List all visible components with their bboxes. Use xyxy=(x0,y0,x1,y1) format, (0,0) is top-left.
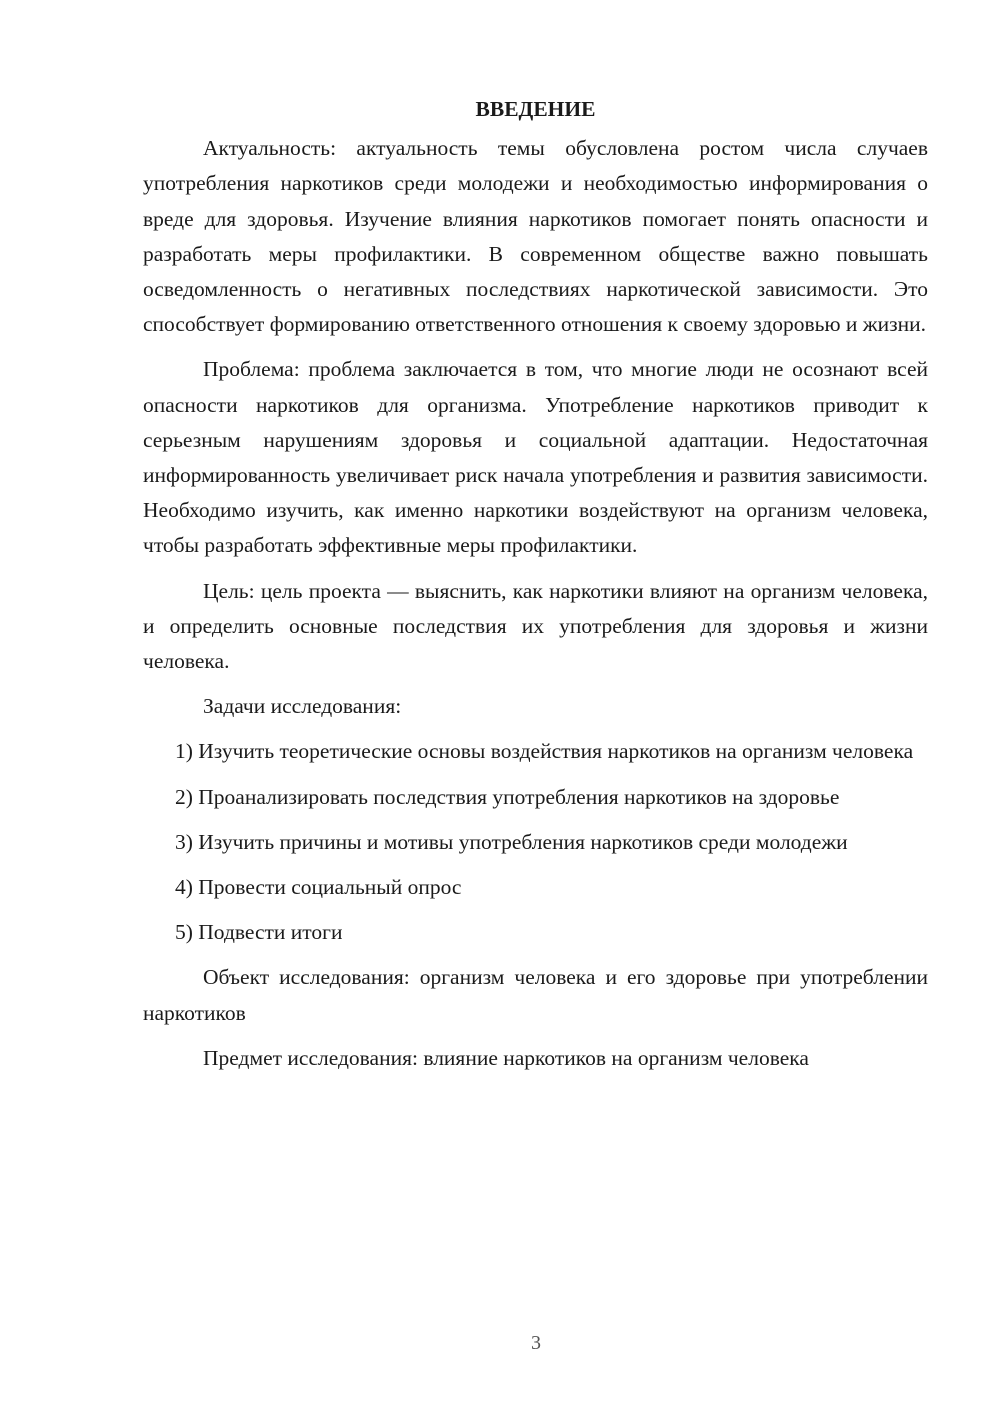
task-item-4: 4) Провести социальный опрос xyxy=(175,875,462,900)
section-title: ВВЕДЕНИЕ xyxy=(475,97,596,121)
tasks-header: Задачи исследования: xyxy=(203,694,402,719)
relevance-paragraph: Актуальность: актуальность темы обусловлена ростом числа случаев употребления наркотиков среди молодежи и необходимостью информирования о вреде для здоровья. Изучение влияния наркотиков помогает понять опасности и разработать меры профилактики. В современном обществе важно повышать осведомленность о негативных последствиях наркотической зависимости. Это способствует формированию ответственного отношения к своему здоровью и жизни. xyxy=(143,136,928,337)
task-item-2: 2) Проанализировать последствия употребления наркотиков на здоровье xyxy=(175,784,840,809)
goal-paragraph: Цель: цель проекта — выяснить, как наркотики влияют на организм человека, и определить основные последствия их употребления для здоровья и жизни человека. xyxy=(143,578,928,674)
page-number: 3 xyxy=(531,1332,541,1354)
page-content xyxy=(143,92,928,1086)
problem-paragraph: Проблема: проблема заключается в том, что многие люди не осознают всей опасности наркотиков для организма. Употребление наркотиков приводит к серьезным нарушениям здоровья и социальной адаптации. Недостаточная информированность увеличивает риск начала употребления и развития зависимости. Необходимо изучить, как именно наркотики воздействуют на организм человека, чтобы разработать эффективные меры профилактики. xyxy=(143,357,928,558)
object-paragraph: Объект исследования: организм человека и его здоровье при употреблении наркотиков xyxy=(143,965,928,1025)
subject-paragraph: Предмет исследования: влияние наркотиков на организм человека xyxy=(203,1045,809,1070)
task-item-5: 5) Подвести итоги xyxy=(175,920,343,945)
task-item-3: 3) Изучить причины и мотивы употребления наркотиков среди молодежи xyxy=(175,829,848,854)
task-item-1: 1) Изучить теоретические основы воздействия наркотиков на организм человека xyxy=(175,739,914,764)
